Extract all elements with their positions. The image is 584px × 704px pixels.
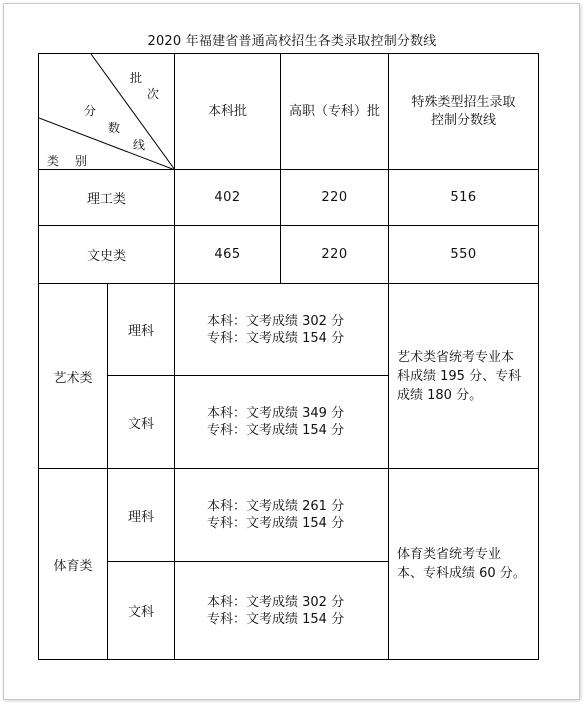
wenshi-gaozhi: 220 bbox=[281, 226, 389, 284]
label-sports: 体育类 bbox=[39, 469, 108, 660]
sports-wen-line1: 本科：文考成绩 302 分 bbox=[207, 594, 345, 610]
sports-note: 体育类省统考专业 本、专科成绩 60 分。 bbox=[389, 469, 539, 660]
arts-li-line2: 专科：文考成绩 154 分 bbox=[207, 330, 345, 346]
page-title: 2020 年福建省普通高校招生各类录取控制分数线 bbox=[147, 34, 437, 49]
arts-wen-line1: 本科：文考成绩 349 分 bbox=[207, 406, 345, 421]
wenshi-teshu: 550 bbox=[389, 226, 539, 284]
arts-note: 艺术类省统考专业本 科成绩 195 分、专科 成绩 180 分。 bbox=[389, 284, 539, 469]
arts-li-line1: 本科：文考成绩 302 分 bbox=[207, 313, 345, 329]
diag-label-shu: 数 bbox=[108, 121, 121, 135]
diag-label-xian: 线 bbox=[133, 138, 146, 152]
ligong-teshu: 516 bbox=[389, 170, 539, 226]
sports-wen-line2: 专科：文考成绩 154 分 bbox=[207, 611, 345, 627]
arts-wen-label: 文科 bbox=[108, 376, 175, 469]
header-row bbox=[39, 54, 539, 170]
sports-li-scores bbox=[175, 469, 389, 562]
arts-li-label: 理科 bbox=[108, 284, 175, 376]
ligong-gaozhi: 220 bbox=[281, 170, 389, 226]
sports-wen-scores bbox=[175, 562, 389, 660]
sports-li-line2: 专科：文考成绩 154 分 bbox=[207, 516, 345, 531]
diag-label-pi: 批 bbox=[130, 71, 143, 85]
sports-li-label: 理科 bbox=[108, 469, 175, 562]
sports-li-line1: 本科：文考成绩 261 分 bbox=[207, 499, 345, 514]
row-sports-li bbox=[39, 469, 539, 562]
diagonal-header-cell bbox=[39, 54, 175, 170]
arts-wen-line2: 专科：文考成绩 154 分 bbox=[207, 423, 345, 438]
score-table bbox=[38, 53, 539, 660]
label-wenshi: 文史类 bbox=[39, 226, 175, 284]
diag-label-ci: 次 bbox=[147, 87, 160, 101]
wenshi-benke: 465 bbox=[175, 226, 281, 284]
row-wenshi bbox=[39, 226, 539, 284]
row-ligong bbox=[39, 170, 539, 226]
ligong-benke: 402 bbox=[175, 170, 281, 226]
diag-label-bie: 别 bbox=[75, 154, 88, 168]
header-benke: 本科批 bbox=[175, 54, 281, 170]
label-ligong: 理工类 bbox=[39, 170, 175, 226]
arts-li-scores bbox=[175, 284, 389, 376]
header-teshu: 特殊类型招生录取 控制分数线 bbox=[389, 54, 539, 170]
label-arts: 艺术类 bbox=[39, 284, 108, 469]
diag-label-lei: 类 bbox=[47, 154, 60, 168]
row-arts-li bbox=[39, 284, 539, 376]
diag-label-fen: 分 bbox=[84, 104, 97, 118]
header-gaozhi: 高职（专科）批 bbox=[281, 54, 389, 170]
arts-wen-scores bbox=[175, 376, 389, 469]
sports-wen-label: 文科 bbox=[108, 562, 175, 660]
diagonal-lines bbox=[39, 54, 175, 170]
